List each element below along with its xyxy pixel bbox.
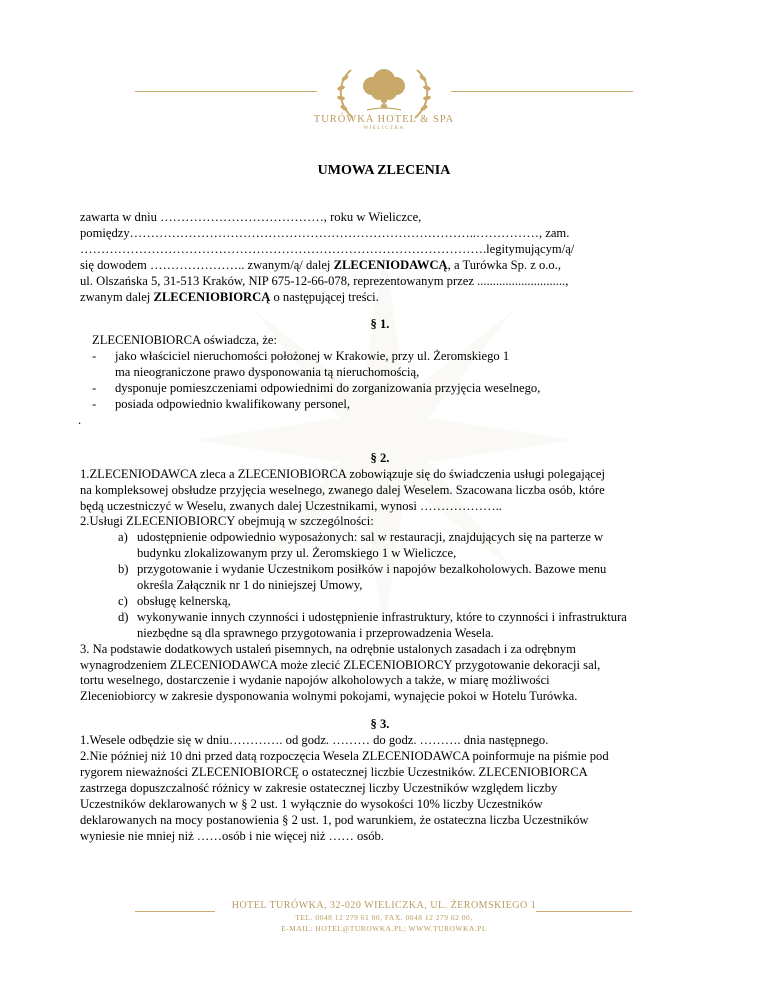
- list-item: [80, 562, 680, 578]
- section-3-heading: § 3.: [370, 717, 390, 732]
- intro-line: …………………………………………………………………………………….legitymującym/ą/: [80, 241, 575, 256]
- paragraph-line: wynagrodzeniem ZLECENIODAWCA może zlecić ZLECENIOBIORCY przygotowanie dekoracji sal,: [80, 657, 601, 672]
- paragraph-line: będą uczestniczyć w Weselu, zwanych dalej Uczestnikami, wynosi ………………..: [80, 498, 502, 513]
- section-1-heading: § 1.: [370, 317, 390, 332]
- intro-line: [80, 258, 680, 274]
- list-item: [80, 381, 680, 397]
- logo-stars: ★★★★: [375, 101, 393, 107]
- list-item: [80, 594, 680, 610]
- footer-line-left: [135, 911, 215, 912]
- dash-marker: -: [92, 396, 97, 411]
- paragraph-line: na kompleksowej obsłudze przyjęcia weselnego, zwanego dalej Weselem. Szacowana liczba osób, które: [80, 482, 605, 497]
- section-1-lead: ZLECENIOBIORCA oświadcza, że:: [92, 333, 278, 348]
- footer-address: HOTEL TURÓWKA, 32-020 WIELICZKA, UL. ŻEROMSKIEGO 1: [231, 900, 537, 911]
- paragraph-line: wyniesie nie mniej niż ……osób i nie więcej niż …… osób.: [80, 828, 384, 843]
- list-text: dysponuje pomieszczeniami odpowiednimi do zorganizowania przyjęcia weselnego,: [115, 381, 541, 396]
- section-2-heading: § 2.: [370, 450, 390, 465]
- list-text: udostępnienie odpowiednio wyposażonych: sal w restauracji, znajdujących się na parterze w: [137, 530, 604, 545]
- dash-marker: -: [92, 349, 97, 364]
- item-marker: c): [118, 593, 128, 608]
- list-text: obsługę kelnerską,: [137, 593, 231, 608]
- item-marker: a): [118, 530, 128, 545]
- paragraph-line: Zleceniobiorcy w zakresie dysponowania wolnymi pokojami, wynajęcie pokoi w Hotelu Turówka.: [80, 689, 578, 704]
- list-text: posiada odpowiednio kwalifikowany personel,: [115, 396, 351, 411]
- footer-phone: TEL. 0048 12 279 61 00, FAX. 0048 12 279 62 00,: [295, 913, 473, 922]
- brand-location: WIELICZKA: [363, 126, 405, 131]
- list-item-cont: budynku zlokalizowanym przy ul. Żeromskiego 1 w Wieliczce,: [137, 546, 457, 561]
- list-item: [80, 349, 680, 365]
- document-body: [80, 210, 680, 845]
- dash-marker: -: [92, 381, 97, 396]
- paragraph-line: deklarowanych na mocy postanowienia § 2 ust. 1, pod warunkiem, że ostateczna liczba Uczestników: [80, 812, 589, 827]
- paragraph-line: Uczestników deklarowanych w § 2 ust. 1 wyłącznie do wysokości 10% liczby Uczestników: [80, 796, 543, 811]
- paragraph-line: 2.Nie później niż 10 dni przed datą rozpoczęcia Wesela ZLECENIODAWCA poinformuje na piśmie pod: [80, 749, 609, 764]
- party-contractor: ZLECENIOBIORCĄ: [153, 289, 271, 304]
- header-line-right: [451, 91, 633, 92]
- paragraph-line: 3. Na podstawie dodatkowych ustaleń pisemnych, na odrębnie ustalonych zasadach i za odrębnym: [80, 641, 576, 656]
- party-client: ZLECENIODAWCĄ: [333, 257, 448, 272]
- item-marker: b): [118, 562, 129, 577]
- footer-email: E-MAIL: HOTEL@TUROWKA.PL; WWW.TUROWKA.PL: [281, 924, 487, 933]
- paragraph-line: 1.ZLECENIODAWCA zleca a ZLECENIOBIORCA zobowiązuje się do świadczenia usługi polegającej: [80, 466, 605, 481]
- intro-text: o następującej treści.: [270, 289, 379, 304]
- paragraph-line: zastrzega dopuszczalność różnicy w zakresie ostatecznej liczby Uczestników względem liczby: [80, 780, 558, 795]
- intro-text: się dowodem ………………….. zwanym/ą/ dalej: [80, 257, 334, 272]
- intro-line: ul. Olszańska 5, 31-513 Kraków, NIP 675-12-66-078, reprezentowanym przez ............................,: [80, 273, 569, 288]
- list-item: [80, 610, 680, 626]
- footer-line-right: [536, 911, 632, 912]
- paragraph-line: rygorem nieważności ZLECENIOBIORCĘ o ostatecznej liczbie Uczestników. ZLECENIOBIORCA: [80, 765, 588, 779]
- item-marker: d): [118, 609, 129, 624]
- intro: [80, 210, 680, 305]
- list-item-cont: ma nieograniczone prawo dysponowania tą nieruchomością,: [115, 365, 420, 380]
- list-text: wykonywanie innych czynności i udostępnienie infrastruktury, które to czynności i infrastruktura: [137, 609, 627, 624]
- intro-line: pomiędzy………………………………………………………………………..……………, zam.: [80, 225, 570, 240]
- paragraph-line: tortu weselnego, dostarczenie i wydanie napojów alkoholowych a także, w miarę możliwości: [80, 673, 550, 688]
- list-item: [80, 397, 680, 413]
- intro-text: , a Turówka Sp. z o.o.,: [447, 257, 562, 272]
- list-item: [80, 530, 680, 546]
- paragraph-line: 2.Usługi ZLECENIOBIORCY obejmują w szczególności:: [80, 514, 374, 529]
- intro-line: [80, 290, 680, 306]
- list-item-cont: niezbędne są dla sprawnego przygotowania i przeprowadzenia Wesela.: [137, 625, 494, 640]
- intro-text: zwanym dalej: [80, 289, 154, 304]
- intro-line: zawarta w dniu …………………………………, roku w Wieliczce,: [80, 210, 422, 224]
- document-title: UMOWA ZLECENIA: [317, 163, 451, 178]
- brand-name: TURÓWKA HOTEL & SPA: [313, 114, 455, 125]
- header-line-left: [135, 91, 317, 92]
- stray-dot: .: [78, 412, 82, 427]
- list-text: przygotowanie i wydanie Uczestnikom posiłków i napojów bezalkoholowych. Bazowe menu: [137, 562, 607, 577]
- list-text: jako właściciel nieruchomości położonej w Krakowie, przy ul. Żeromskiego 1: [115, 349, 510, 364]
- list-item-cont: określa Załącznik nr 1 do niniejszej Umowy,: [137, 578, 363, 593]
- paragraph-line: 1.Wesele odbędzie się w dniu…………. od godz. ……… do godz. ………. dnia następnego.: [80, 733, 549, 748]
